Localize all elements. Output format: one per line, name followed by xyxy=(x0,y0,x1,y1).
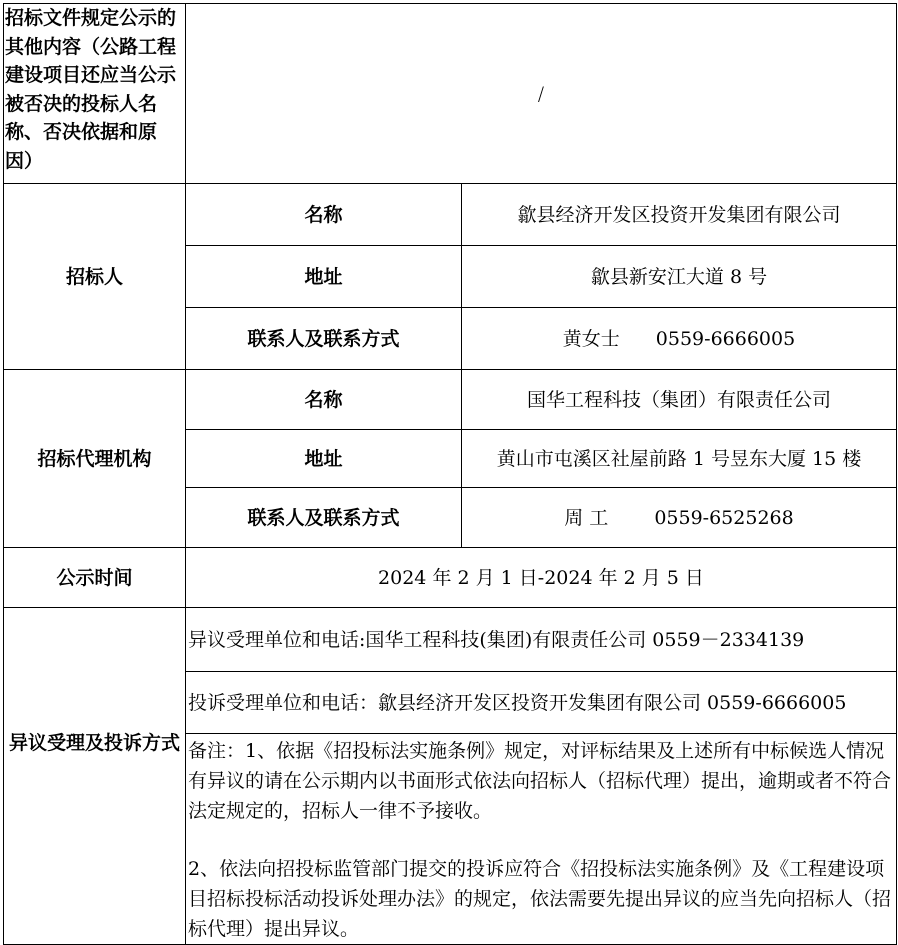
agency-contact-phone: 0559-6525268 xyxy=(654,506,794,529)
tenderer-label: 招标人 xyxy=(4,184,186,370)
tenderer-address-label: 地址 xyxy=(186,246,462,308)
publicity-label: 公示时间 xyxy=(4,548,186,608)
agency-name-label: 名称 xyxy=(186,370,462,430)
other-content-row xyxy=(4,4,897,184)
note-1: 备注：1、依据《招投标法实施条例》规定，对评标结果及上述所有中标候选人情况有异议的请在公示期内以书面形式依法向招标人（招标代理）提出，逾期或者不符合法定规定的，招标人一律不予接收。 xyxy=(188,740,892,822)
complaint-line: 投诉受理单位和电话：歙县经济开发区投资开发集团有限公司 0559-6666005 xyxy=(186,672,897,734)
agency-name-row xyxy=(4,370,897,430)
notes-cell xyxy=(186,734,897,945)
tenderer-name-label: 名称 xyxy=(186,184,462,246)
agency-contact-person: 周 工 xyxy=(564,506,609,529)
tenderer-contact-label: 联系人及联系方式 xyxy=(186,308,462,370)
agency-contact-label: 联系人及联系方式 xyxy=(186,488,462,548)
agency-address-label: 地址 xyxy=(186,430,462,488)
tenderer-name-row xyxy=(4,184,897,246)
note-2: 2、依法向招投标监管部门提交的投诉应符合《招投标法实施条例》及《工程建设项目招标投标活动投诉处理办法》的规定，依法需要先提出异议的应当先向招标人（招标代理）提出异议。 xyxy=(188,858,892,940)
objection-label: 异议受理及投诉方式 xyxy=(4,608,186,945)
agency-address: 黄山市屯溪区社屋前路 1 号昱东大厦 15 楼 xyxy=(462,430,897,488)
agency-contact xyxy=(462,488,897,548)
tenderer-name: 歙县经济开发区投资开发集团有限公司 xyxy=(462,184,897,246)
other-content-value: / xyxy=(186,4,897,184)
objection-row xyxy=(4,608,897,672)
tenderer-address: 歙县新安江大道 8 号 xyxy=(462,246,897,308)
announcement-table xyxy=(3,3,897,945)
other-content-label: 招标文件规定公示的其他内容（公路工程建设项目还应当公示被否决的投标人名称、否决依据和原因） xyxy=(4,4,186,184)
agency-name: 国华工程科技（集团）有限责任公司 xyxy=(462,370,897,430)
objection-line: 异议受理单位和电话:国华工程科技(集团)有限责任公司 0559－2334139 xyxy=(186,608,897,672)
tenderer-contact xyxy=(462,308,897,370)
publicity-value: 2024 年 2 月 1 日-2024 年 2 月 5 日 xyxy=(186,548,897,608)
publicity-row xyxy=(4,548,897,608)
tenderer-contact-phone: 0559-6666005 xyxy=(655,327,796,350)
agency-label: 招标代理机构 xyxy=(4,370,186,548)
tenderer-contact-person: 黄女士 xyxy=(562,327,620,350)
